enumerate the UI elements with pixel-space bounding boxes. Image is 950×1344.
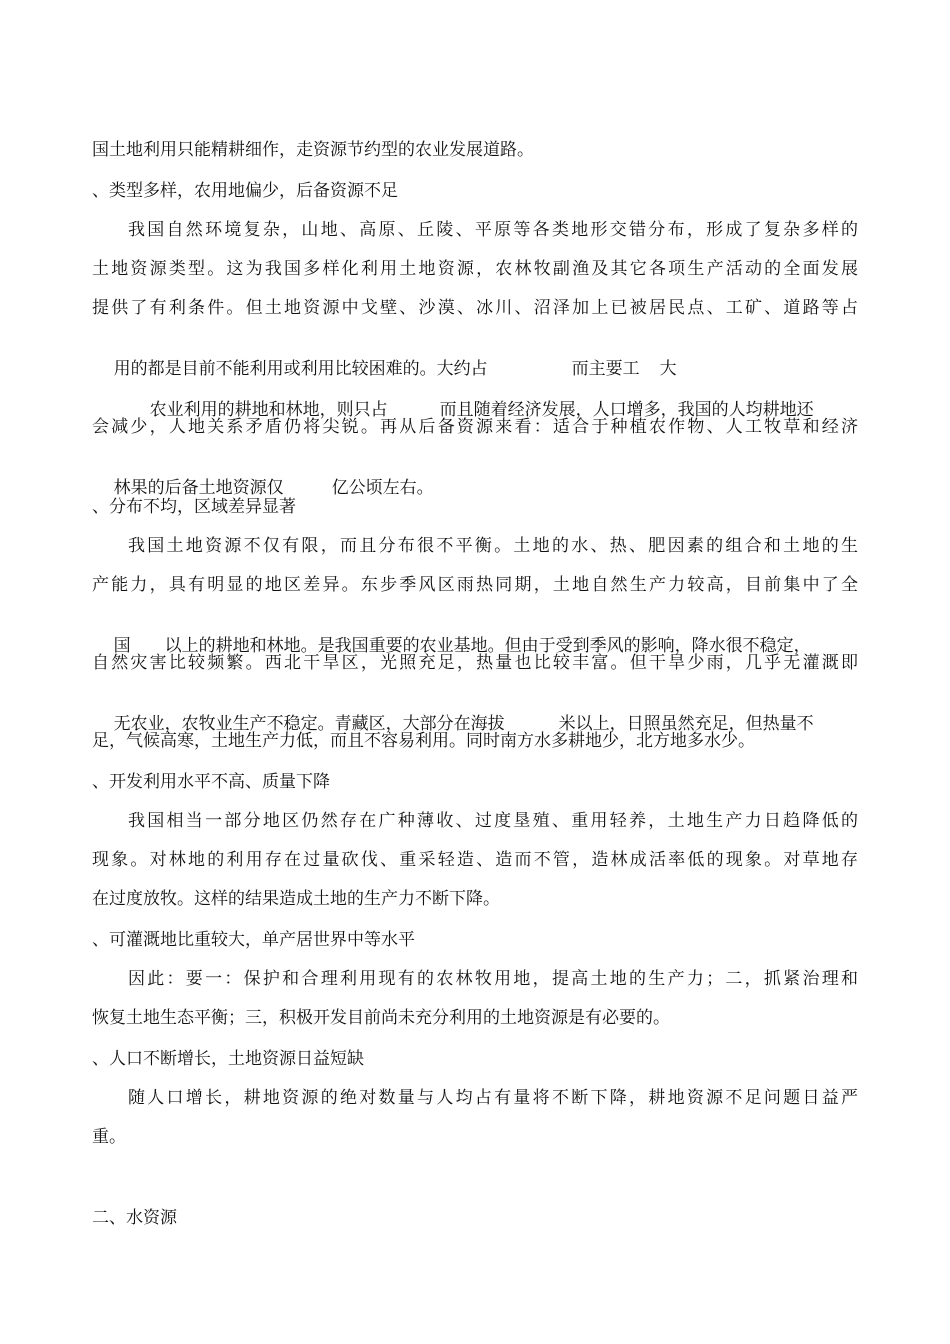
body-line: 会减少，人地关系矛盾仍将尖锐。再从后备资源来看：适合于种植农作物、人工牧草和经济 [92,417,858,437]
body-line: 我国土地资源不仅有限，而且分布很不平衡。土地的水、热、肥因素的组合和土地的生 [128,536,858,556]
body-text: 而主要工 [571,359,640,379]
body-text: 农业利用的耕地和林地，则只占 [149,400,388,420]
body-text: 林果的后备土地资源仅 [113,478,284,498]
paragraph-end-line: 国土地利用只能精耕细作，走资源节约型的农业发展道路。 [92,140,534,160]
section-heading-water-resources: 二、水资源 [92,1208,177,1228]
body-text: 无农业，农牧业生产不稳定。青藏区，大部分在海拔 [113,714,505,734]
body-line: 恢复土地生态平衡；三，积极开发目前尚未充分利用的土地资源是有必要的。 [92,1008,670,1028]
body-text: 亿公顷左右。 [331,478,434,498]
body-line: 提供了有利条件。但土地资源中戈壁、沙漠、冰川、沼泽加上已被居民点、工矿、道路等占 [92,298,858,318]
body-line: 自然灾害比较频繁。西北干旱区，光照充足，热量也比较丰富。但干旱少雨，几乎无灌溉即 [92,653,858,673]
heading-uneven-distribution: 、分布不均，区域差异显著 [92,497,296,517]
body-text: 用的都是目前不能利用或利用比较困难的。大约占 [113,359,488,379]
body-line: 产能力，具有明显的地区差异。东步季风区雨热同期，土地自然生产力较高，目前集中了全 [92,575,858,595]
body-line: 土地资源类型。这为我国多样化利用土地资源，农林牧副渔及其它各项生产活动的全面发展 [92,259,858,279]
body-line: 因此：要一：保护和合理利用现有的农林牧用地，提高土地的生产力；二，抓紧治理和 [128,969,858,989]
body-text: 米以上，日照虽然充足，但热量不 [558,714,814,734]
body-line: 我国相当一部分地区仍然存在广种薄收、过度垦殖、重用轻养，土地生产力日趋降低的 [128,811,858,831]
body-line: 现象。对林地的利用存在过量砍伐、重采轻造、造而不管，造林成活率低的现象。对草地存 [92,850,858,870]
heading-population-growth: 、人口不断增长，土地资源日益短缺 [92,1049,364,1069]
body-text: 而且随着经济发展，人口增多，我国的人均耕地还 [439,400,814,420]
body-line: 在过度放牧。这样的结果造成土地的生产力不断下降。 [92,889,500,909]
body-line: 我国自然环境复杂，山地、高原、丘陵、平原等各类地形交错分布，形成了复杂多样的 [128,220,858,240]
heading-types-diverse: 、类型多样，农用地偏少，后备资源不足 [92,181,398,201]
body-line: 重。 [92,1127,126,1147]
heading-development-level: 、开发利用水平不高、质量下降 [92,772,330,792]
body-line: 随人口增长，耕地资源的绝对数量与人均占有量将不断下降，耕地资源不足问题日益严 [128,1088,858,1108]
body-text: 国 [113,636,131,656]
heading-irrigable-land: 、可灌溉地比重较大，单产居世界中等水平 [92,930,415,950]
body-text: 大 [659,359,677,379]
body-text: 以上的耕地和林地。是我国重要的农业基地。但由于受到季风的影响，降水很不稳定， [164,636,811,656]
body-line: 足，气候高寒，土地生产力低，而且不容易利用。同时南方水多耕地少，北方地多水少。 [92,731,755,751]
